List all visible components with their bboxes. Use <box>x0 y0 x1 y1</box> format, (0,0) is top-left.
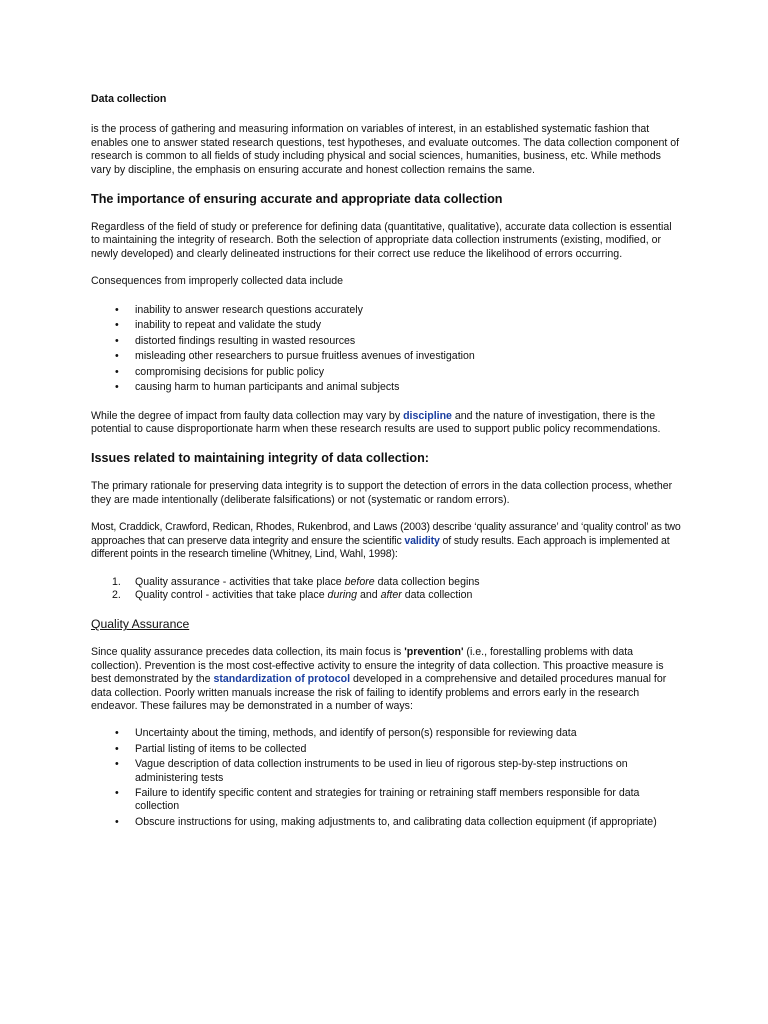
rationale-paragraph: The primary rationale for preserving data integrity is to support the detection of errors in the data collection process, whether they are made intentionally (deliberate falsifications) or not (systematic or random errors). <box>91 480 673 506</box>
qa-qc-paragraph <box>91 521 681 561</box>
section-heading-quality-assurance: Quality Assurance <box>91 617 190 632</box>
list-item: 2. Quality control - activities that take place during and after data collection <box>112 588 473 601</box>
approaches-list <box>91 576 681 603</box>
list-item: • Failure to identify specific content and strategies for training or retraining staff members responsible for data collection <box>91 787 681 814</box>
prevention-term: 'prevention' <box>404 646 464 659</box>
document-content <box>91 93 681 829</box>
list-item: 1. Quality assurance - activities that take place before data collection begins <box>112 575 480 588</box>
list-item: • causing harm to human participants and animal subjects <box>91 380 681 396</box>
list-item: • inability to answer research questions accurately <box>91 303 681 319</box>
consequences-list <box>91 303 681 396</box>
document-title: Data collection <box>91 93 167 105</box>
importance-paragraph: Regardless of the field of study or preference for defining data (quantitative, qualitative), accurate data collection is essential to maintaining the integrity of research. Both the selection of appropriate data collection instruments (existing, modified, or newly developed) and clearly delineated instructions for their correct use reduce the likelihood of errors occurring. <box>91 221 672 260</box>
intro-paragraph: is the process of gathering and measuring information on variables of interest, in an established systematic fashion that enables one to answer stated research questions, test hypotheses, and evaluate outcomes. The data collection component of research is common to all fields of study including physical and social sciences, humanities, business, etc. While methods vary by discipline, the emphasis on ensuring accurate and honest collection remains the same. <box>91 123 680 176</box>
list-item: • Partial listing of items to be collected <box>91 743 681 756</box>
discipline-link[interactable]: discipline <box>403 409 452 422</box>
list-number: 2. <box>112 588 121 601</box>
list-item: • misleading other researchers to pursue fruitless avenues of investigation <box>91 349 681 365</box>
impact-text-before: While the degree of impact from faulty data collection may vary by <box>91 409 404 422</box>
impact-text-after: and the nature of investigation, there is the potential to cause disproportionate harm when these research results are used to support public policy recommendations. <box>91 409 661 436</box>
failures-list <box>91 727 681 829</box>
list-item: • Obscure instructions for using, making adjustments to, and calibrating data collection equipment (if appropriate) <box>91 816 681 829</box>
qa-qc-text-after: of study results. Each approach is implemented at different points in the research timeline (Whitney, Lind, Wahl, 1998): <box>91 534 670 561</box>
validity-link[interactable]: validity <box>404 534 440 547</box>
list-item: • compromising decisions for public policy <box>91 365 681 381</box>
impact-paragraph <box>91 410 681 437</box>
list-number: 1. <box>112 575 121 588</box>
quality-assurance-paragraph: Since quality assurance precedes data collection, its main focus is 'prevention' (i.e., forestalling problems with data collection). Prevention is the most cost-effective activity to ensure the integrity of data collection. This proactive measure is best demonstrated by the standardization of protocol developed in a comprehensive and detailed procedures manual for data collection. Poorly written manuals increase the risk of failing to identify problems and errors early in the research endeavor. These failures may be demonstrated in a number of ways: <box>91 646 667 712</box>
list-item: • Vague description of data collection instruments to be used in lieu of rigorous step-by-step instructions on administering tests <box>91 758 681 785</box>
section-heading-importance: The importance of ensuring accurate and appropriate data collection <box>91 192 503 207</box>
list-item: • distorted findings resulting in wasted resources <box>91 334 681 350</box>
standardization-link[interactable]: standardization of protocol <box>213 673 351 686</box>
qa-qc-text-before: Most, Craddick, Crawford, Redican, Rhodes, Rukenbrod, and Laws (2003) describe ‘quality assurance’ and ‘quality control’ as two approaches that can preserve data integrity and ensure the scientific <box>91 521 681 547</box>
list-item: • Uncertainty about the timing, methods, and identify of person(s) responsible for reviewing data <box>91 727 681 740</box>
section-heading-integrity: Issues related to maintaining integrity of data collection: <box>91 451 429 466</box>
list-item: • inability to repeat and validate the study <box>91 318 681 334</box>
consequences-intro: Consequences from improperly collected data include <box>91 275 344 288</box>
